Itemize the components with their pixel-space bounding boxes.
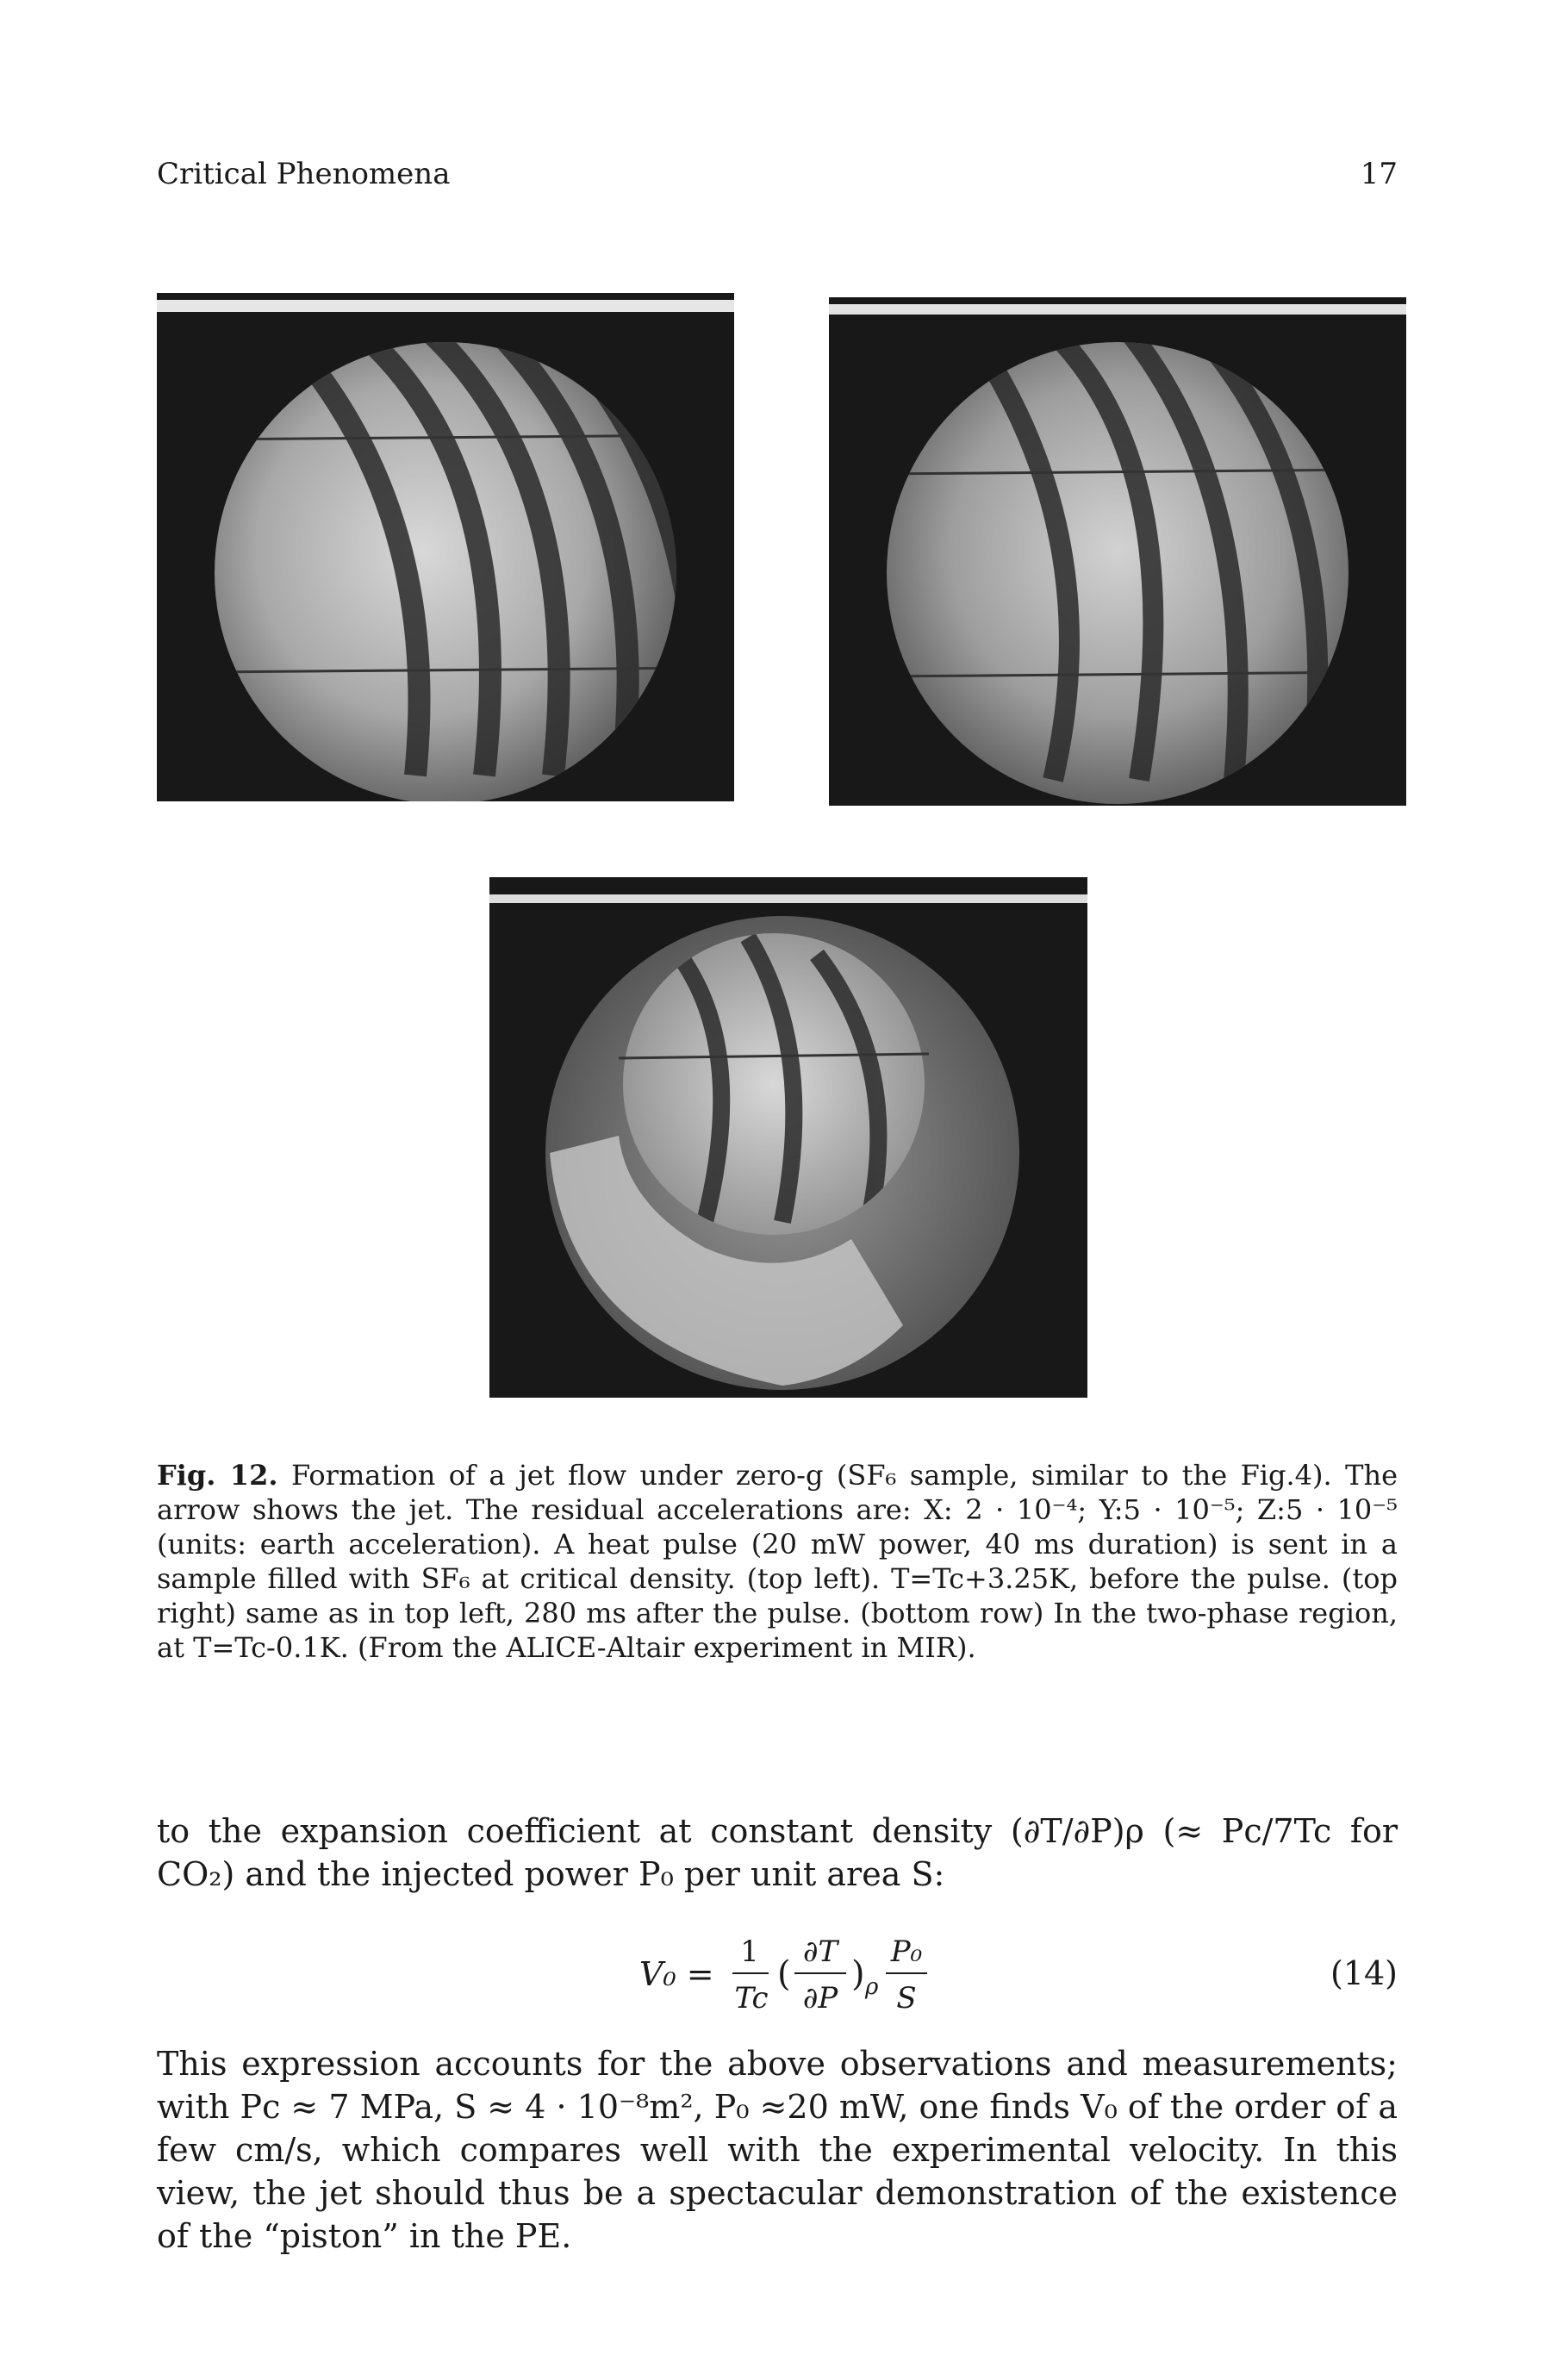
eq-subscript: ρ — [865, 1974, 879, 2000]
eq-frac1-num: 1 — [740, 1935, 759, 1969]
running-head — [157, 157, 1398, 191]
photo-top-left — [157, 293, 734, 801]
eq-frac2-den: ∂P — [802, 1981, 838, 2016]
svg-text:(: ( — [777, 1954, 791, 1994]
eq-lhs: V₀ = — [639, 1955, 714, 1993]
photo-top-right — [829, 297, 1406, 806]
eq-frac3-den: S — [896, 1981, 917, 2016]
photo-bottom — [489, 877, 1087, 1398]
page-number: 17 — [1360, 157, 1398, 191]
interferogram-top-right — [829, 297, 1406, 806]
equation-number: (14) — [1330, 1954, 1398, 1992]
eq-frac3-num: P₀ — [890, 1935, 923, 1969]
eq-frac1-den: Tc — [734, 1981, 769, 2016]
running-title: Critical Phenomena — [157, 157, 451, 191]
equation-formula — [639, 1928, 1122, 2023]
equation-14 — [157, 1928, 1398, 2023]
paragraph-2: This expression accounts for the above observations and measurements; with Pc ≈ 7 MPa, S ≈ 4 · 10⁻⁸m², P₀ ≈20 mW, one finds V₀ of the order of a few cm/s, which compares well with the experimental velocity. In this view, the jet should thus be a spectacular demonstration of the existence of the “piston” in the PE. — [157, 2045, 1398, 2255]
paragraph-1: to the expansion coefficient at constant density (∂T/∂P)ρ (≈ Pc/7Tc for CO₂) and the injected power P₀ per unit area S: — [157, 1812, 1398, 1893]
interferogram-bottom — [489, 877, 1087, 1398]
figure-caption — [157, 1458, 1398, 1665]
figure-caption-text: Formation of a jet flow under zero-g (SF₆ sample, similar to the Fig.4). The arrow shows the jet. The residual accelerations are: X: 2 · 10⁻⁴; Y:5 · 10⁻⁵; Z:5 · 10⁻⁵ (units: earth acceleration). A heat pulse (20 mW power, 40 ms duration) is sent in a sample filled with SF₆ at critical density. (top left). T=Tc+3.25K, before the pulse. (top right) same as in top left, 280 ms after the pulse. (bottom row) In the two-phase region, at T=Tc-0.1K. (From the ALICE-Altair experiment in MIR). — [157, 1459, 1398, 1664]
eq-frac2-num: ∂T — [802, 1935, 838, 1969]
interferogram-top-left — [157, 293, 734, 801]
svg-text:): ) — [851, 1954, 865, 1994]
figure-label: Fig. 12. — [157, 1459, 278, 1492]
